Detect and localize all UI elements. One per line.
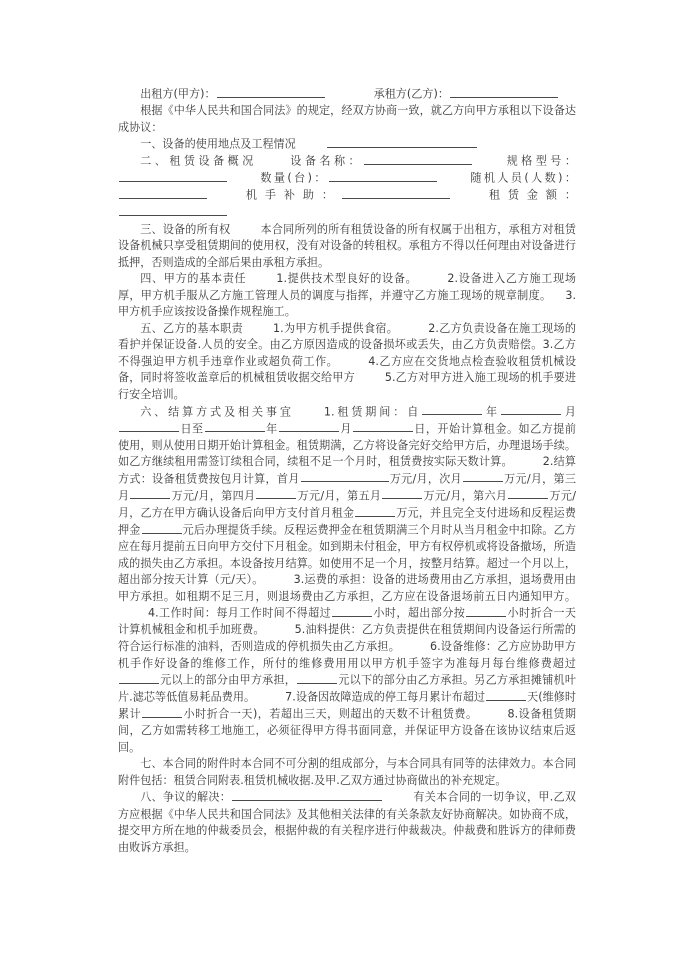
lease-end-month-blank[interactable] [279, 421, 339, 433]
dispute-resolution-blank[interactable] [232, 789, 382, 801]
section-two [118, 153, 576, 221]
rent-month-2-blank[interactable] [463, 471, 503, 483]
operator-subsidy-label: 机手补助： [238, 188, 341, 202]
model-blank[interactable] [119, 170, 227, 182]
quantity-blank[interactable] [329, 170, 437, 182]
parties-line [118, 86, 576, 103]
section-six-item-6-lead: 6.设备维修：乙方应协助甲方机手作好设备的维修工作，所付的维修费用用以甲方机手签字为准每月每台维修费超过 [118, 639, 576, 670]
lease-end-day-blank[interactable] [353, 421, 413, 433]
section-four [118, 271, 576, 321]
section-seven [118, 756, 576, 789]
section-six-item-1-lead: 1.租赁期间：自 [323, 405, 422, 419]
rent-amount-label: 租赁金额： [480, 188, 576, 202]
section-three-heading: 三、设备的所有权 [140, 222, 231, 236]
rent-month-1-blank[interactable] [301, 471, 389, 483]
lessee-label: 承租方(乙方)： [373, 87, 449, 101]
section-two-heading: 二、租赁设备概况 [140, 154, 257, 168]
work-hours-limit-blank[interactable] [332, 605, 372, 617]
section-four-item-2: 2.设备进入乙方施工现场厚，甲方机手服从乙方施工管理人员的调度与指挥，并遵守乙方施工现场的规章制度。 [118, 272, 576, 302]
rent-month-3-blank[interactable] [130, 488, 170, 500]
section-four-item-1: 1.提供技术型良好的设备。 [276, 272, 418, 286]
section-five-item-2: 2.乙方负责设备在施工现场的看护并保证设备.人员的安全。由乙方原因造成的设备损坏或丢失，由乙方负责赔偿。 [118, 321, 576, 352]
preamble-paragraph: 根据《中华人民共和国合同法》的规定，经双方协商一致，就乙方向甲方承租以下设备达成协议： [118, 104, 576, 134]
section-six-item-7-lead: 7.设备因故障造成的停工每月累计布超过 [285, 690, 486, 704]
section-five [118, 321, 576, 404]
lessee-blank[interactable] [450, 86, 558, 98]
section-five-item-5: 5.乙方对甲方进入施工现场的机手要进行安全培训。 [118, 371, 576, 402]
section-three [118, 222, 576, 272]
lease-start-day-unit: 日至 [180, 422, 204, 436]
section-five-item-3: 3.乙方不得强迫甲方机手违章作业或超负荷工作。 [118, 338, 576, 368]
section-one-heading: 一、设备的使用地点及工程情况 [140, 137, 296, 151]
section-six-item-8: 8.设备租赁期间，乙方如需转移工地施工，必须征得甲方得书面同意，并保证甲方设备在该协议结束后返回。 [118, 707, 576, 754]
downtime-mid: 天(维修时累计 [118, 690, 576, 721]
section-six-item-4-lead: 4.工作时间：每月工作时间不得超过 [148, 606, 332, 620]
lease-start-day-blank[interactable] [119, 421, 179, 433]
rent-month-5-blank[interactable] [382, 488, 422, 500]
section-eight [118, 789, 576, 856]
contract-body [118, 86, 576, 856]
lease-end-year-unit: 年 [265, 422, 278, 436]
operator-subsidy-blank[interactable] [342, 187, 450, 199]
section-six-item-1-tail: 日，开始计算租金。如乙方提前使用，则从使用日期开始计算租金。租赁期满，乙方将设备完好交给甲方后，办理退场手续。如乙方继续租用需签订续租合同，续租不足一个月时，租赁费按实际天数计算。 [118, 422, 576, 469]
rent-month-6-blank[interactable] [508, 488, 548, 500]
lessor-label: 出租方(甲方)： [140, 87, 216, 101]
section-four-item-3: 3.甲方机手应该按设备操作规程施工。 [118, 288, 576, 319]
section-six-item-6-tail: 元以下的部分由乙方承担。另乙方承担摊铺机叶片.滤芯等低值易耗品费用。 [118, 673, 576, 704]
section-six-item-2-tail: 元后办理提货手续。反程运费押金在租赁期满三个月时从当月租金中扣除。乙方应在每月提前五日向甲方交付下月租金。如到期未付租金，甲方有权停机或将设备撤场，所造成的损失由乙方承担。本设备按月结算。如使用不足一个月，按整月结算。超过一个月以上，超出部分按天计算（元/天）。 [118, 523, 576, 587]
section-five-heading: 五、乙方的基本职责 [140, 321, 244, 335]
rent-month-6-unit: 万元/月，乙方在甲方确认设备后向甲方支付首月租金 [118, 489, 576, 520]
equipment-name-label: 设备名称： [286, 154, 364, 168]
lease-end-month-unit: 月 [339, 422, 352, 436]
section-seven-heading: 七、 [140, 757, 163, 771]
rent-month-2-unit: 万元/月，第三月 [118, 472, 576, 503]
equipment-name-blank[interactable] [364, 153, 472, 165]
rent-month-5-unit: 万元/月，第六月 [423, 489, 508, 503]
section-seven-body: 本合同的附件时本合同不可分割的组成部分，与本合同具有同等的法律效力。本合同附件包括：租赁合同附表.租赁机械收据.及甲.乙双方通过协商做出的补充规定。 [118, 757, 576, 787]
first-month-payment-blank[interactable] [355, 505, 395, 517]
section-six-item-3: 3.运费的承担：设备的进场费用由乙方承担，退场费用由甲方承担。如租期不足三月，则退场费由乙方承担，乙方应在设备退场前五日内通知甲方。 [118, 573, 576, 603]
first-month-payment-unit: 万元，并且完全支付进场和反程运费押金 [118, 506, 576, 537]
section-five-item-1: 1.为甲方机手提供食宿。 [273, 321, 399, 335]
section-three-body: 本合同所列的所有租赁设备的所有权属于出租方，承租方对租赁设备机械只享受租赁期间的使用权，没有对设备的转租权。承租方不得以任何理由对设备进行抵押，否则造成的全部后果由承租方承担。 [118, 222, 576, 269]
lessor-blank[interactable] [217, 86, 325, 98]
lease-end-year-blank[interactable] [205, 421, 265, 433]
crew-blank[interactable] [119, 187, 207, 199]
section-eight-heading: 八、争议的解决： [140, 791, 232, 804]
repair-cost-upper-blank[interactable] [119, 672, 159, 684]
downtime-hours-blank[interactable] [142, 706, 182, 718]
rent-month-1-unit: 万元/月，次月 [389, 472, 462, 486]
section-six-heading: 六、结算方式及相关事宜 [140, 405, 294, 419]
lease-start-month-unit: 月 [562, 405, 576, 419]
lease-start-month-blank[interactable] [501, 404, 561, 416]
section-five-item-4: 4.乙方应在交货地点检查验收租赁机械设备，同时将签收盖章后的机械租赁收据交给甲方 [118, 354, 576, 385]
crew-label: 随机人员(人数)： [467, 171, 576, 185]
model-label: 规格型号： [503, 154, 576, 168]
section-four-heading: 四、甲方的基本责任 [140, 272, 247, 286]
lease-start-year-unit: 年 [483, 405, 501, 419]
repair-cost-mid: 元以上的部分由甲方承担， [160, 673, 297, 687]
freight-deposit-blank[interactable] [142, 522, 182, 534]
section-eight-body: 有关本合同的一切争议，甲.乙双方应根据《中华人民共和国合同法》及其他相关法律的有关条款友好协商解决。如协商不成，提交甲方所在地的仲裁委员会，根据仲裁的有关程序进行仲裁裁决。仲裁费和胜诉方的律师费由败诉方承担。 [118, 791, 576, 854]
rent-month-4-blank[interactable] [256, 488, 296, 500]
downtime-days-blank[interactable] [486, 689, 526, 701]
rent-month-3-unit: 万元/月，第四月 [171, 489, 256, 503]
section-six-item-4-tail: 小时折合一天计算机械租金和机手加班费。 [118, 606, 576, 637]
rent-month-4-unit: 万元/月，第五月 [297, 489, 382, 503]
section-six-item-7-tail: 小时折合一天)，若超出三天，则超出的天数不计租赁费。 [183, 707, 478, 721]
quantity-label: 数量(台)： [258, 171, 328, 185]
repair-cost-lower-blank[interactable] [297, 672, 337, 684]
section-one [118, 136, 576, 153]
section-six [118, 404, 576, 757]
overtime-hours-blank[interactable] [466, 605, 506, 617]
section-one-location-blank[interactable] [327, 136, 477, 148]
rent-amount-blank[interactable] [119, 204, 227, 216]
section-six-item-2-lead: 2.结算方式：设备租赁费按包月计算，首月 [118, 455, 576, 486]
lease-start-year-blank[interactable] [422, 404, 482, 416]
work-hours-mid: 小时，超出部分按 [373, 606, 466, 620]
section-six-item-5: 5.油料提供：乙方负责提供在租赁期间内设备运行所需的符合运行标准的油料，否则造成的停机损失由乙方承担。 [118, 623, 577, 653]
